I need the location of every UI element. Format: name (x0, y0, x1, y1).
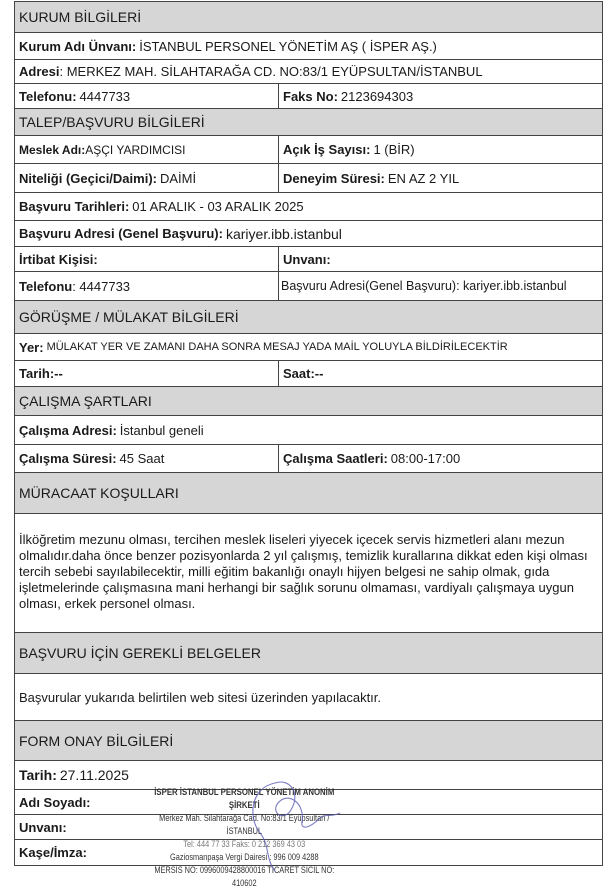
row-yer (14, 334, 603, 361)
field-label: İrtibat Kişisi: (19, 251, 98, 267)
row-meslek (14, 136, 603, 164)
company-stamp (150, 786, 339, 890)
field-value: AŞÇI YARDIMCISI (85, 142, 186, 157)
job-application-form (14, 1, 603, 866)
section-header-muracaat (14, 473, 603, 514)
row-muracaat-text (14, 514, 603, 633)
row-calisma-suresi (14, 445, 603, 473)
field-value: İstanbul geneli (119, 422, 204, 438)
field-value: 45 Saat (119, 451, 165, 466)
documents-text: Başvurular yukarıda belirtilen web sitesi üzerinden yapılacaktır. (19, 689, 382, 705)
row-nitelik (14, 164, 603, 193)
field-label: Başvuru Tarihleri: (19, 199, 130, 214)
row-basvuru-adresi (14, 221, 603, 247)
field-label: Unvanı: (283, 251, 331, 267)
section-title: KURUM BİLGİLERİ (19, 9, 142, 25)
stamp-line: İSPER İSTANBUL PERSONEL YÖNETİM ANONİM ŞİRKETİ (154, 787, 335, 811)
field-value: MÜLAKAT YER VE ZAMANI DAHA SONRA MESAJ YADA MAİL YOLUYLA BİLDİRİLECEKTİR (46, 341, 508, 353)
field-label: Tarih:-- (19, 366, 63, 381)
row-calisma-adresi (14, 416, 603, 445)
field-label: Başvuru Adresi (Genel Başvuru): (19, 226, 223, 241)
field-label: Deneyim Süresi: (283, 170, 385, 186)
field-label: Çalışma Süresi: (19, 451, 117, 466)
field-label: Kurum Adı Ünvanı: (19, 38, 137, 54)
field-label: Telefonu (19, 278, 73, 294)
field-value: 27.11.2025 (59, 767, 129, 783)
section-title: GÖRÜŞME / MÜLAKAT BİLGİLERİ (19, 309, 239, 325)
field-value: : 4447733 (72, 278, 131, 294)
row-belgeler-text (14, 674, 603, 721)
section-header-onay (14, 721, 603, 761)
field-label: Kaşe/İmza: (19, 845, 87, 860)
field-value: DAİMİ (159, 170, 197, 186)
field-value: 2123694303 (340, 88, 414, 104)
field-label: Telefonu: (19, 88, 77, 104)
row-basvuru-tarihleri (14, 193, 603, 221)
row-adres (14, 60, 603, 84)
field-label: Adresi (19, 64, 60, 79)
section-title: FORM ONAY BİLGİLERİ (19, 732, 174, 749)
row-irtibat (14, 247, 603, 272)
field-label: Adı Soyadı: (19, 794, 91, 810)
requirements-text: İlköğretim mezunu olması, tercihen meslek liseleri yiyecek içecek servis hizmetleri alanı mezun olmalıdır.daha önce benzer pozisyonlarda 2 yıl çalışmış, temizlik kurallarına dikkat eden kişi olması tercih sebebi sayılabilecektir, milli eğitim bakanlığı onaylı hijyen belgesi ne sahip olmak, gıda işletmelerinde çalışmasına mani herhangi bir sağlık sorunu olmaması, vardiyalı çalışmaya uygun olması, erkek personel olması. (19, 532, 588, 611)
stamp-line: Merkez Mah. Silahtarağa Cad. No:83/1 Eyüpsultan / İSTANBUL (159, 813, 330, 836)
section-title: BAŞVURU İÇİN GEREKLİ BELGELER (19, 645, 261, 661)
section-header-kurum (14, 1, 603, 33)
row-tarih-saat (14, 361, 603, 387)
field-label: Çalışma Adresi: (19, 422, 117, 438)
field-label: Yer: (19, 339, 44, 355)
row-irtibat-telefon (14, 272, 603, 301)
field-value: : MERKEZ MAH. SİLAHTARAĞA CD. NO:83/1 EYÜPSULTAN/İSTANBUL (59, 64, 483, 79)
row-kurum-adi (14, 33, 603, 60)
section-title: TALEP/BAŞVURU BİLGİLERİ (19, 114, 205, 130)
field-value: Başvuru Adresi(Genel Başvuru): kariyer.ibb.istanbul (281, 279, 567, 293)
stamp-line: MERSİS NO: 0996009428800016 TİCARET SİCİL NO: 410602 (154, 865, 335, 888)
field-label: Saat:-- (283, 366, 324, 381)
field-value: 01 ARALIK - 03 ARALIK 2025 (132, 199, 304, 214)
field-label: Unvanı: (19, 819, 67, 835)
application-url: kariyer.ibb.istanbul (225, 225, 342, 242)
stamp-line: Tel: 444 77 33 Faks: 0 212 369 43 03 (183, 839, 306, 849)
section-header-calisma (14, 387, 603, 416)
stamp-line: Gaziosmanpaşa Vergi Dairesi : 996 009 4288 (170, 852, 319, 862)
field-label: Çalışma Saatleri: (283, 451, 388, 466)
section-header-belgeler (14, 633, 603, 674)
field-value: 4447733 (79, 88, 131, 104)
section-header-gorusme (14, 301, 603, 334)
field-label: Niteliği (Geçici/Daimi): (19, 170, 157, 186)
section-header-talep (14, 109, 603, 136)
field-value: 1 (BİR) (373, 142, 415, 157)
field-label: Açık İş Sayısı: (283, 142, 371, 157)
row-telefon-faks (14, 84, 603, 109)
field-label: Faks No: (283, 88, 338, 104)
section-title: MÜRACAAT KOŞULLARI (19, 485, 179, 501)
field-value: 08:00-17:00 (390, 451, 461, 466)
field-value: İSTANBUL PERSONEL YÖNETİM AŞ ( İSPER AŞ.) (139, 38, 437, 54)
field-label: Meslek Adı: (19, 142, 86, 157)
section-title: ÇALIŞMA ŞARTLARI (19, 393, 152, 409)
field-label: Tarih: (19, 767, 57, 783)
field-value: EN AZ 2 YIL (387, 170, 460, 186)
